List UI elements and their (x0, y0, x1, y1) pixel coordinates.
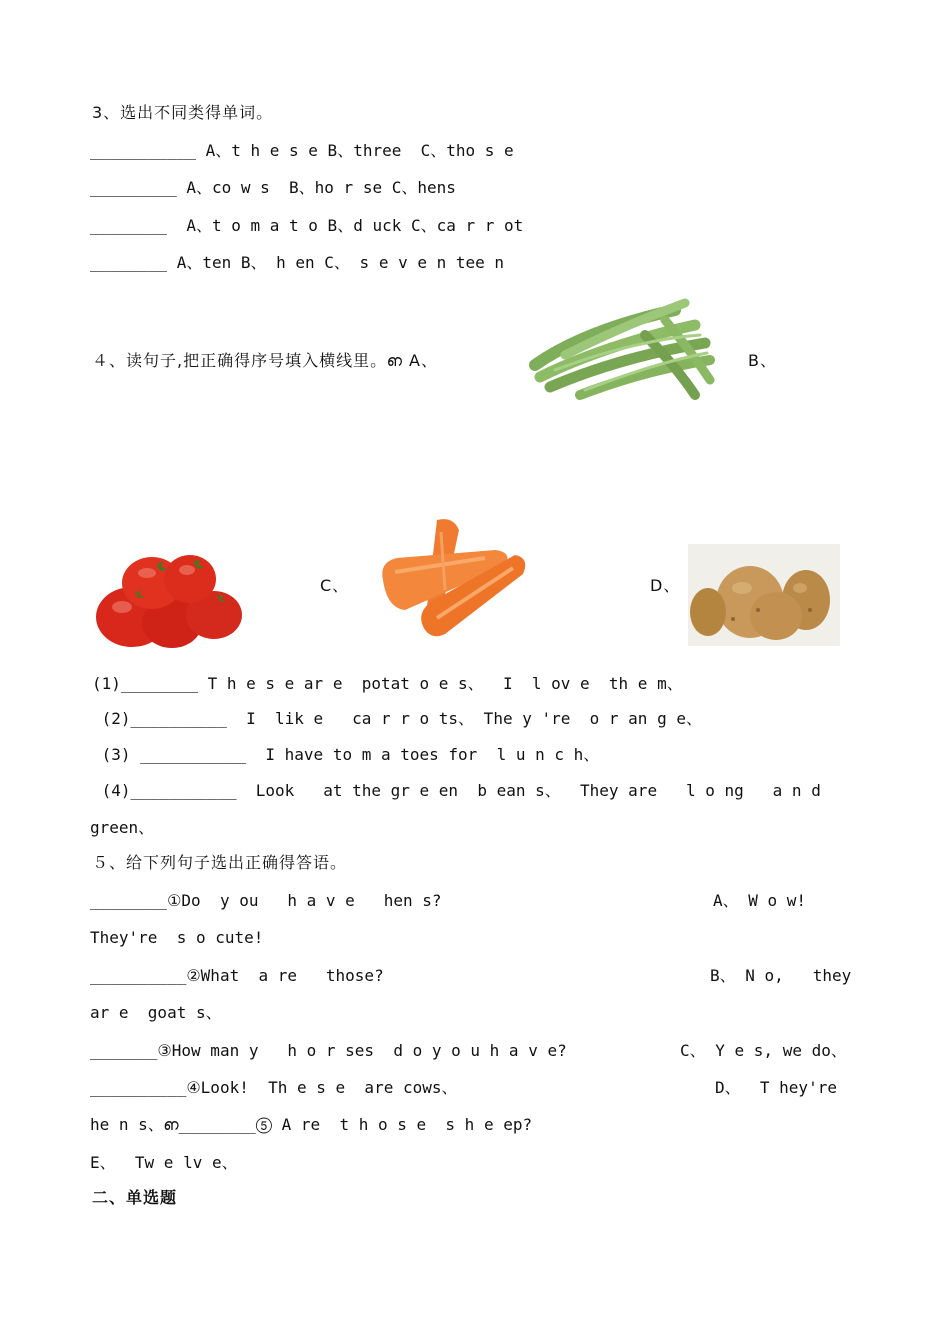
section3-row-3: ________ A、t o m a t o B、d uck C、ca r r ot (90, 216, 524, 235)
answer-a-cont: They're s o cute! (90, 928, 264, 947)
label-c: C、 (320, 576, 350, 595)
section3-row-2: _________ A、co w s B、ho r se C、hens (90, 178, 456, 197)
answer-b: B、 N o, they (710, 966, 852, 985)
question-1: ________①Do y ou h a v e hen s? (90, 891, 442, 910)
label-d: D、 (650, 576, 681, 595)
section-two-title: 二、单选题 (92, 1188, 178, 1207)
section4-item-4-cont: green、 (90, 818, 155, 837)
answer-b-cont: ar e goat s、 (90, 1003, 222, 1022)
section4-item-3: (3) ___________ I have to m a toes for l u n c h、 (92, 745, 600, 764)
section4-item-2: (2)__________ I lik e ca r r o ts、 The y 're o r an g e、 (92, 709, 702, 728)
potatoes-image (688, 544, 840, 646)
section5-title: ５、给下列句子选出正确得答语。 (92, 853, 348, 872)
section3-row-1: ___________ A、t h e s e B、three C、tho s e (90, 141, 514, 160)
answer-a: A、 W o w! (713, 891, 807, 910)
question-5: he n s、ഩ________⑤ A re t h o s e s h e ep? (90, 1115, 533, 1134)
green-beans-image (525, 295, 720, 405)
answer-d: D、 T hey're (715, 1078, 837, 1097)
section3-row-4: ________ A、ten B、 h en C、 s e v e n tee n (90, 253, 505, 272)
answer-e: E、 Tw e lv e、 (90, 1153, 238, 1172)
answer-c: C、 Y e s, we do、 (680, 1041, 847, 1060)
section3-title: 3、选出不同类得单词。 (92, 103, 274, 122)
carrots-image (375, 510, 530, 640)
section4-title: ４、读句子,把正确得序号填入横线里。ഩ A、 (92, 351, 438, 370)
tomatoes-image (92, 545, 244, 649)
question-3: _______③How man y h o r ses d o y o u h a v e? (90, 1041, 567, 1060)
question-4: __________④Look! Th e s e are cows、 (90, 1078, 458, 1097)
label-b: B、 (748, 351, 777, 370)
question-2: __________②What a re those? (90, 966, 384, 985)
section4-item-1: (1)________ T h e s e ar e potat o e s、 I l ov e th e m、 (92, 674, 683, 693)
section4-item-4: (4)___________ Look at the gr e en b ean s、 They are l o ng a n d (92, 781, 821, 800)
